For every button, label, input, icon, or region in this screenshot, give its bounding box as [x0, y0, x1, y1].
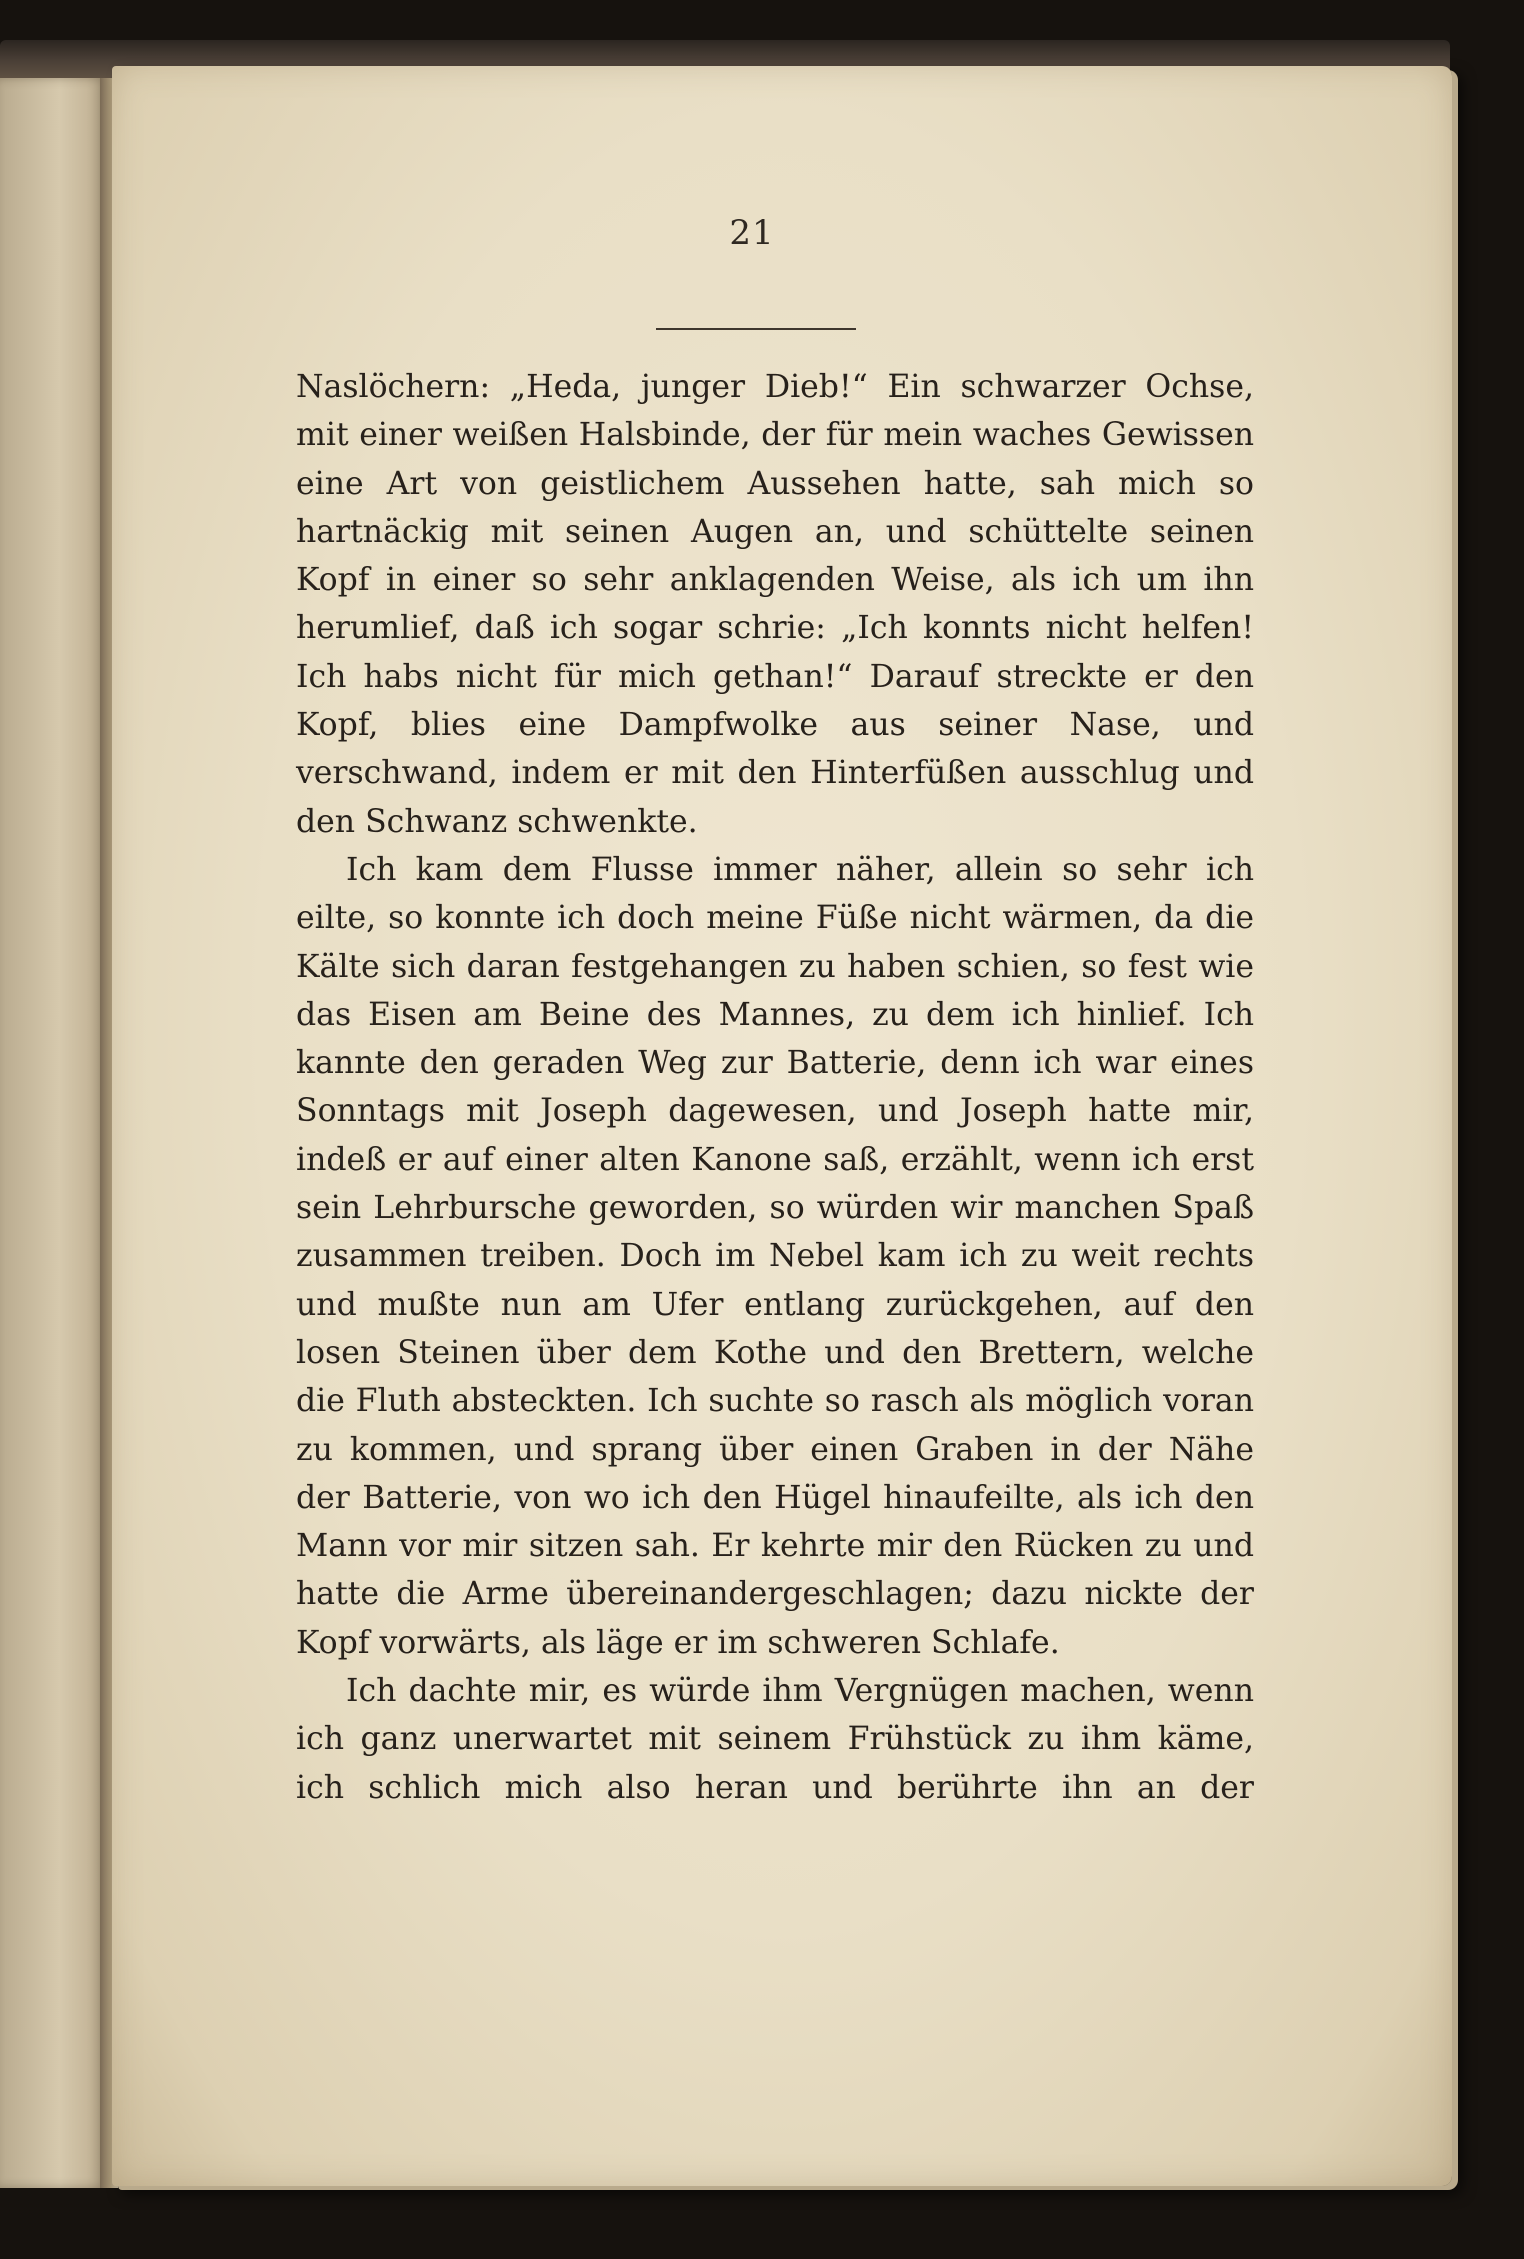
- paragraph-3: Ich dachte mir, es würde ihm Vergnügen machen, wenn ich ganz unerwartet mit seinem Frühstück zu ihm käme, ich schlich mich also heran und berührte ihn an der: [296, 1673, 1254, 1806]
- page-body-text: [296, 363, 1254, 1812]
- page-number: 21: [729, 213, 775, 253]
- page-number-rule: [656, 328, 856, 330]
- paragraph-2: Ich kam dem Flusse immer näher, allein so sehr ich eilte, so konnte ich doch meine Füße nicht wärmen, da die Kälte sich daran festgehangen zu haben schien, so fest wie das Eisen am Beine des Mannes, zu dem ich hinlief. Ich kannte den geraden Weg zur Batterie, denn ich war eines Sonntags mit Joseph dagewesen, und Joseph hatte mir, indeß er auf einer alten Kanone saß, erzählt, wenn ich erst sein Lehrbursche geworden, so würden wir manchen Spaß zusammen treiben. Doch im Nebel kam ich zu weit rechts und mußte nun am Ufer entlang zurückgehen, auf den losen Steinen über dem Kothe und den Brettern, welche die Fluth absteckten. Ich suchte so rasch als möglich voran zu kommen, und sprang über einen Graben in der Nähe der Batterie, von wo ich den Hügel hinaufeilte, als ich den Mann vor mir sitzen sah. Er kehrte mir den Rücken zu und hatte die Arme übereinandergeschlagen; dazu nickte der Kopf vorwärts, als läge er im schweren Schlafe.: [296, 851, 1254, 1661]
- paragraph-1: Naslöchern: „Heda, junger Dieb!“ Ein schwarzer Ochse, mit einer weißen Halsbinde, der für mein waches Gewissen eine Art von geistlichem Aussehen hatte, sah mich so hartnäckig mit seinen Augen an, und schüttelte seinen Kopf in einer so sehr anklagenden Weise, als ich um ihn herumlief, daß ich sogar schrie: „Ich konnts nicht helfen! Ich habs nicht für mich gethan!“ Darauf streckte er den Kopf, blies eine Dampfwolke aus seiner Nase, und verschwand, indem er mit den Hinterfüßen ausschlug und den Schwanz schwenkte.: [296, 369, 1254, 840]
- facing-page-edge: [0, 78, 108, 2188]
